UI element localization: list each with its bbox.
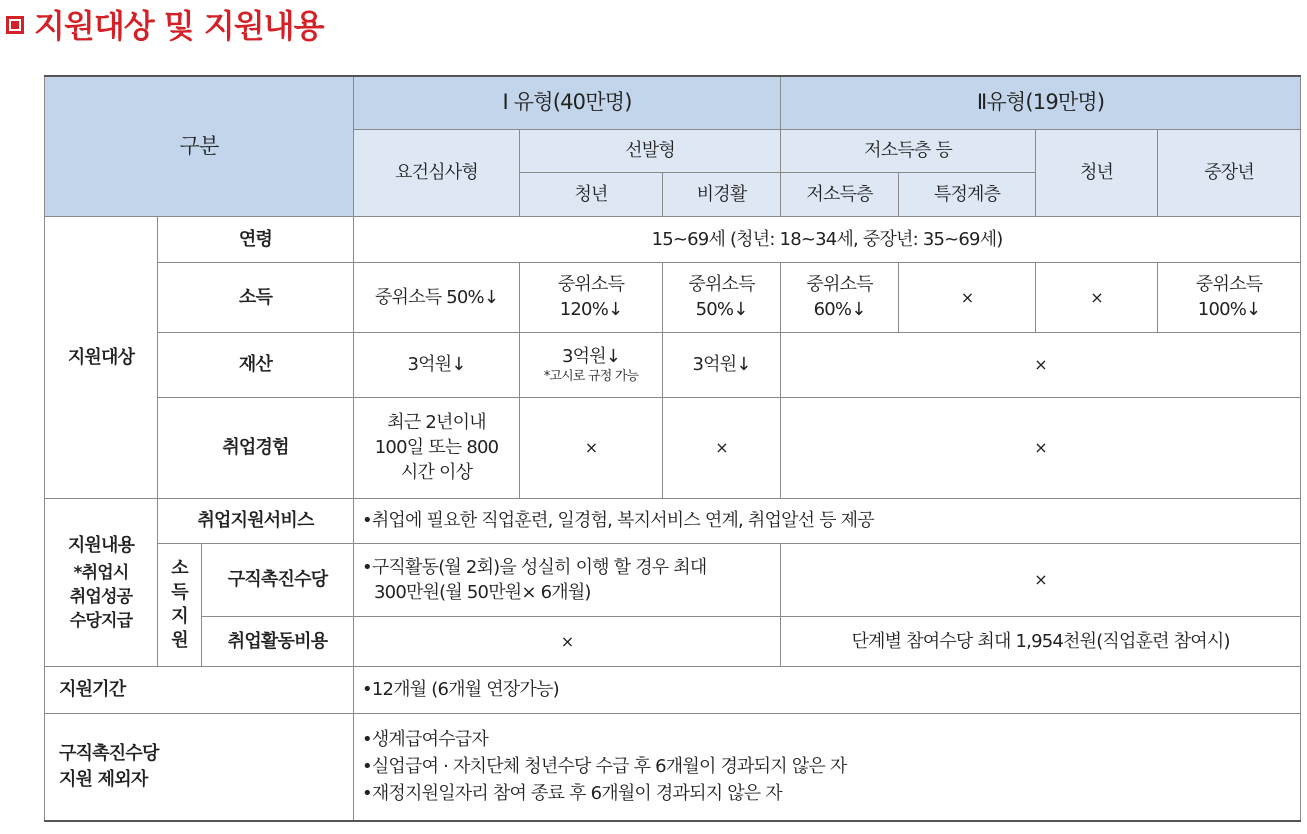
age-label: 연령 bbox=[158, 216, 354, 262]
square-bullet-icon bbox=[6, 16, 24, 34]
service-value: •취업에 필요한 직업훈련, 일경험, 복지서비스 연계, 취업알선 등 제공 bbox=[354, 498, 1301, 543]
income-requirement: 중위소득 50%↓ bbox=[354, 262, 520, 332]
period-value: •12개월 (6개월 연장가능) bbox=[354, 666, 1301, 713]
header-middle-aged: 중장년 bbox=[1158, 129, 1301, 216]
list-item: •실업급여 · 자치단체 청년수당 수급 후 6개월이 경과되지 않은 자 bbox=[362, 756, 847, 778]
header-selective-youth: 청년 bbox=[520, 172, 663, 216]
list-item: •생계급여수급자 bbox=[362, 729, 488, 751]
experience-selective-youth: × bbox=[520, 397, 663, 498]
income-middle-aged: 중위소득 100%↓ bbox=[1158, 262, 1301, 332]
header-low-income-etc: 저소득층 등 bbox=[781, 129, 1036, 172]
assets-note: *고시로 규정 가능 bbox=[543, 369, 639, 384]
target-label: 지원대상 bbox=[45, 216, 158, 498]
header-type1: Ⅰ 유형(40만명) bbox=[354, 76, 781, 129]
assets-selective-youth: 3억원↓ *고시로 규정 가능 bbox=[520, 332, 663, 397]
job-seeking-allowance-label: 구직촉진수당 bbox=[202, 543, 354, 616]
job-seeking-allowance-type2: × bbox=[781, 543, 1301, 616]
job-activity-cost-type1: × bbox=[354, 616, 781, 666]
job-activity-cost-label: 취업활동비용 bbox=[202, 616, 354, 666]
assets-requirement: 3억원↓ bbox=[354, 332, 520, 397]
header-youth: 청년 bbox=[1036, 129, 1158, 216]
experience-requirement: 최근 2년이내 100일 또는 800 시간 이상 bbox=[354, 397, 520, 498]
content-label: 지원내용 bbox=[67, 535, 135, 556]
income-low-income: 중위소득 60%↓ bbox=[781, 262, 899, 332]
income-selective-youth: 중위소득 120%↓ bbox=[520, 262, 663, 332]
income-youth: × bbox=[1036, 262, 1158, 332]
assets-type2: × bbox=[781, 332, 1301, 397]
header-selective-inactive: 비경활 bbox=[663, 172, 781, 216]
income-special-class: × bbox=[899, 262, 1036, 332]
support-table bbox=[44, 75, 1301, 822]
experience-label: 취업경험 bbox=[158, 397, 354, 498]
income-support-label: 소 득 지 원 bbox=[158, 543, 202, 666]
header-low-income: 저소득층 bbox=[781, 172, 899, 216]
section-title-text: 지원대상 및 지원내용 bbox=[34, 7, 324, 45]
list-item: •재정지원일자리 참여 종료 후 6개월이 경과되지 않은 자 bbox=[362, 783, 782, 805]
age-value: 15~69세 (청년: 18~34세, 중장년: 35~69세) bbox=[354, 216, 1301, 262]
header-selective: 선발형 bbox=[520, 129, 781, 172]
experience-selective-inactive: × bbox=[663, 397, 781, 498]
income-selective-inactive: 중위소득 50%↓ bbox=[663, 262, 781, 332]
assets-label: 재산 bbox=[158, 332, 354, 397]
excluded-list bbox=[354, 713, 1301, 821]
experience-type2: × bbox=[781, 397, 1301, 498]
job-activity-cost-type2: 단계별 참여수당 최대 1,954천원(직업훈련 참여시) bbox=[781, 616, 1301, 666]
income-label: 소득 bbox=[158, 262, 354, 332]
assets-selective-inactive: 3억원↓ bbox=[663, 332, 781, 397]
header-category: 구분 bbox=[45, 76, 354, 216]
service-label: 취업지원서비스 bbox=[158, 498, 354, 543]
header-special-class: 특정계층 bbox=[899, 172, 1036, 216]
period-label: 지원기간 bbox=[45, 666, 354, 713]
excluded-label: 구직촉진수당 지원 제외자 bbox=[45, 713, 354, 821]
section-title bbox=[6, 2, 324, 46]
content-label-cell: 지원내용 *취업시 취업성공 수당지급 bbox=[45, 498, 158, 666]
header-type2: Ⅱ유형(19만명) bbox=[781, 76, 1301, 129]
header-requirement: 요건심사형 bbox=[354, 129, 520, 216]
job-seeking-allowance-value: •구직활동(월 2회)을 성실히 이행 할 경우 최대 300만원(월 50만원× 6개월) bbox=[354, 543, 781, 616]
